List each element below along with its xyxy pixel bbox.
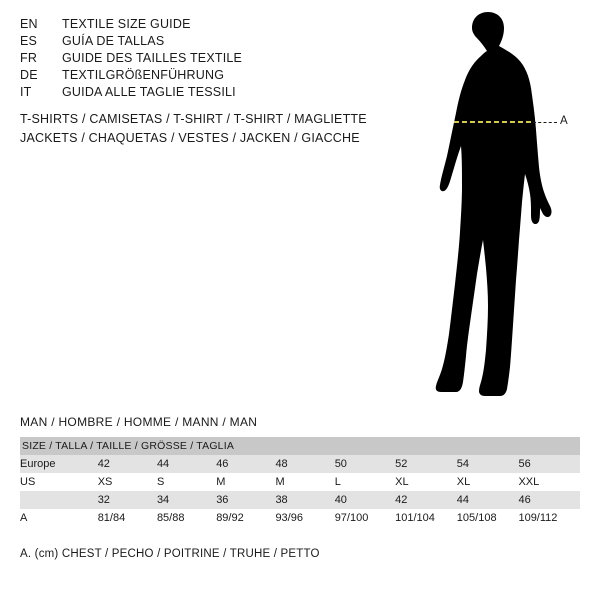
row-label-blank: [20, 491, 98, 509]
language-code: FR: [20, 51, 38, 65]
language-row: [20, 50, 380, 67]
table-header-row: [20, 437, 580, 455]
table-cell: 34: [156, 494, 170, 506]
row-label-a: A: [20, 512, 28, 524]
table-cell: 54: [456, 458, 470, 470]
table-cell: 42: [395, 494, 408, 506]
table-cell: 101/104: [395, 512, 435, 524]
language-row: [20, 67, 380, 84]
language-title: GUIDE DES TAILLES TEXTILE: [62, 51, 243, 65]
table-cell: 109/112: [518, 512, 558, 524]
table-title: MAN / HOMBRE / HOMME / MANN / MAN: [20, 415, 258, 429]
table-cell: 89/92: [216, 512, 244, 524]
table-cell: M: [275, 476, 285, 488]
table-cell: 44: [456, 494, 470, 506]
size-table-section: [20, 415, 580, 527]
footnote-chest-measure: A. (cm) CHEST / PECHO / POITRINE / TRUHE / PETTO: [20, 548, 320, 560]
language-title: GUIDA ALLE TAGLIE TESSILI: [62, 85, 236, 99]
language-title: GUÍA DE TALLAS: [62, 34, 165, 48]
table-cell: 40: [334, 494, 347, 506]
language-row: [20, 16, 380, 33]
table-cell: S: [156, 476, 165, 488]
table-row: [20, 491, 580, 509]
table-cell: 46: [216, 458, 229, 470]
language-header-block: [20, 16, 380, 101]
language-code: ES: [20, 34, 38, 48]
table-cell: 36: [216, 494, 229, 506]
table-row: [20, 455, 580, 473]
table-cell: 93/96: [275, 512, 303, 524]
language-code: DE: [20, 68, 38, 82]
table-row: [20, 473, 580, 491]
table-cell: XL: [395, 476, 409, 488]
silhouette-icon: [400, 10, 590, 405]
table-cell: 42: [97, 458, 110, 470]
table-cell: M: [216, 476, 226, 488]
language-title: TEXTILGRÖßENFÜHRUNG: [62, 68, 225, 82]
table-cell: 38: [275, 494, 288, 506]
table-cell: XS: [97, 476, 113, 488]
table-cell: 52: [395, 458, 408, 470]
language-code: EN: [20, 17, 38, 31]
table-cell: L: [334, 476, 341, 488]
table-cell: 105/108: [456, 512, 497, 524]
table-row: [20, 509, 580, 527]
table-cell: XXL: [518, 476, 540, 488]
category-jackets: JACKETS / CHAQUETAS / VESTES / JACKEN / GIACCHE: [20, 131, 360, 145]
language-code: IT: [20, 85, 32, 99]
male-silhouette-figure: [400, 10, 590, 405]
measure-leader-line: [533, 122, 557, 123]
language-row: [20, 84, 380, 101]
table-cell: 81/84: [97, 512, 126, 524]
table-cell: 44: [156, 458, 170, 470]
table-cell: 56: [518, 458, 531, 470]
table-cell: 50: [334, 458, 347, 470]
table-cell: 97/100: [334, 512, 369, 524]
table-cell: 46: [518, 494, 531, 506]
category-tshirts: T-SHIRTS / CAMISETAS / T-SHIRT / T-SHIRT / MAGLIETTE: [20, 112, 367, 126]
row-label-europe: Europe: [20, 458, 56, 470]
language-row: [20, 33, 380, 50]
table-cell: XL: [456, 476, 471, 488]
size-table: [20, 437, 580, 527]
measure-label-a: A: [560, 115, 569, 127]
table-header-label: SIZE / TALLA / TAILLE / GRÖSSE / TAGLIA: [22, 440, 235, 452]
table-cell: 48: [275, 458, 288, 470]
category-list: [20, 110, 420, 148]
table-cell: 32: [97, 494, 110, 506]
row-label-us: US: [20, 476, 36, 488]
table-cell: 85/88: [156, 512, 185, 524]
language-title: TEXTILE SIZE GUIDE: [62, 17, 191, 31]
